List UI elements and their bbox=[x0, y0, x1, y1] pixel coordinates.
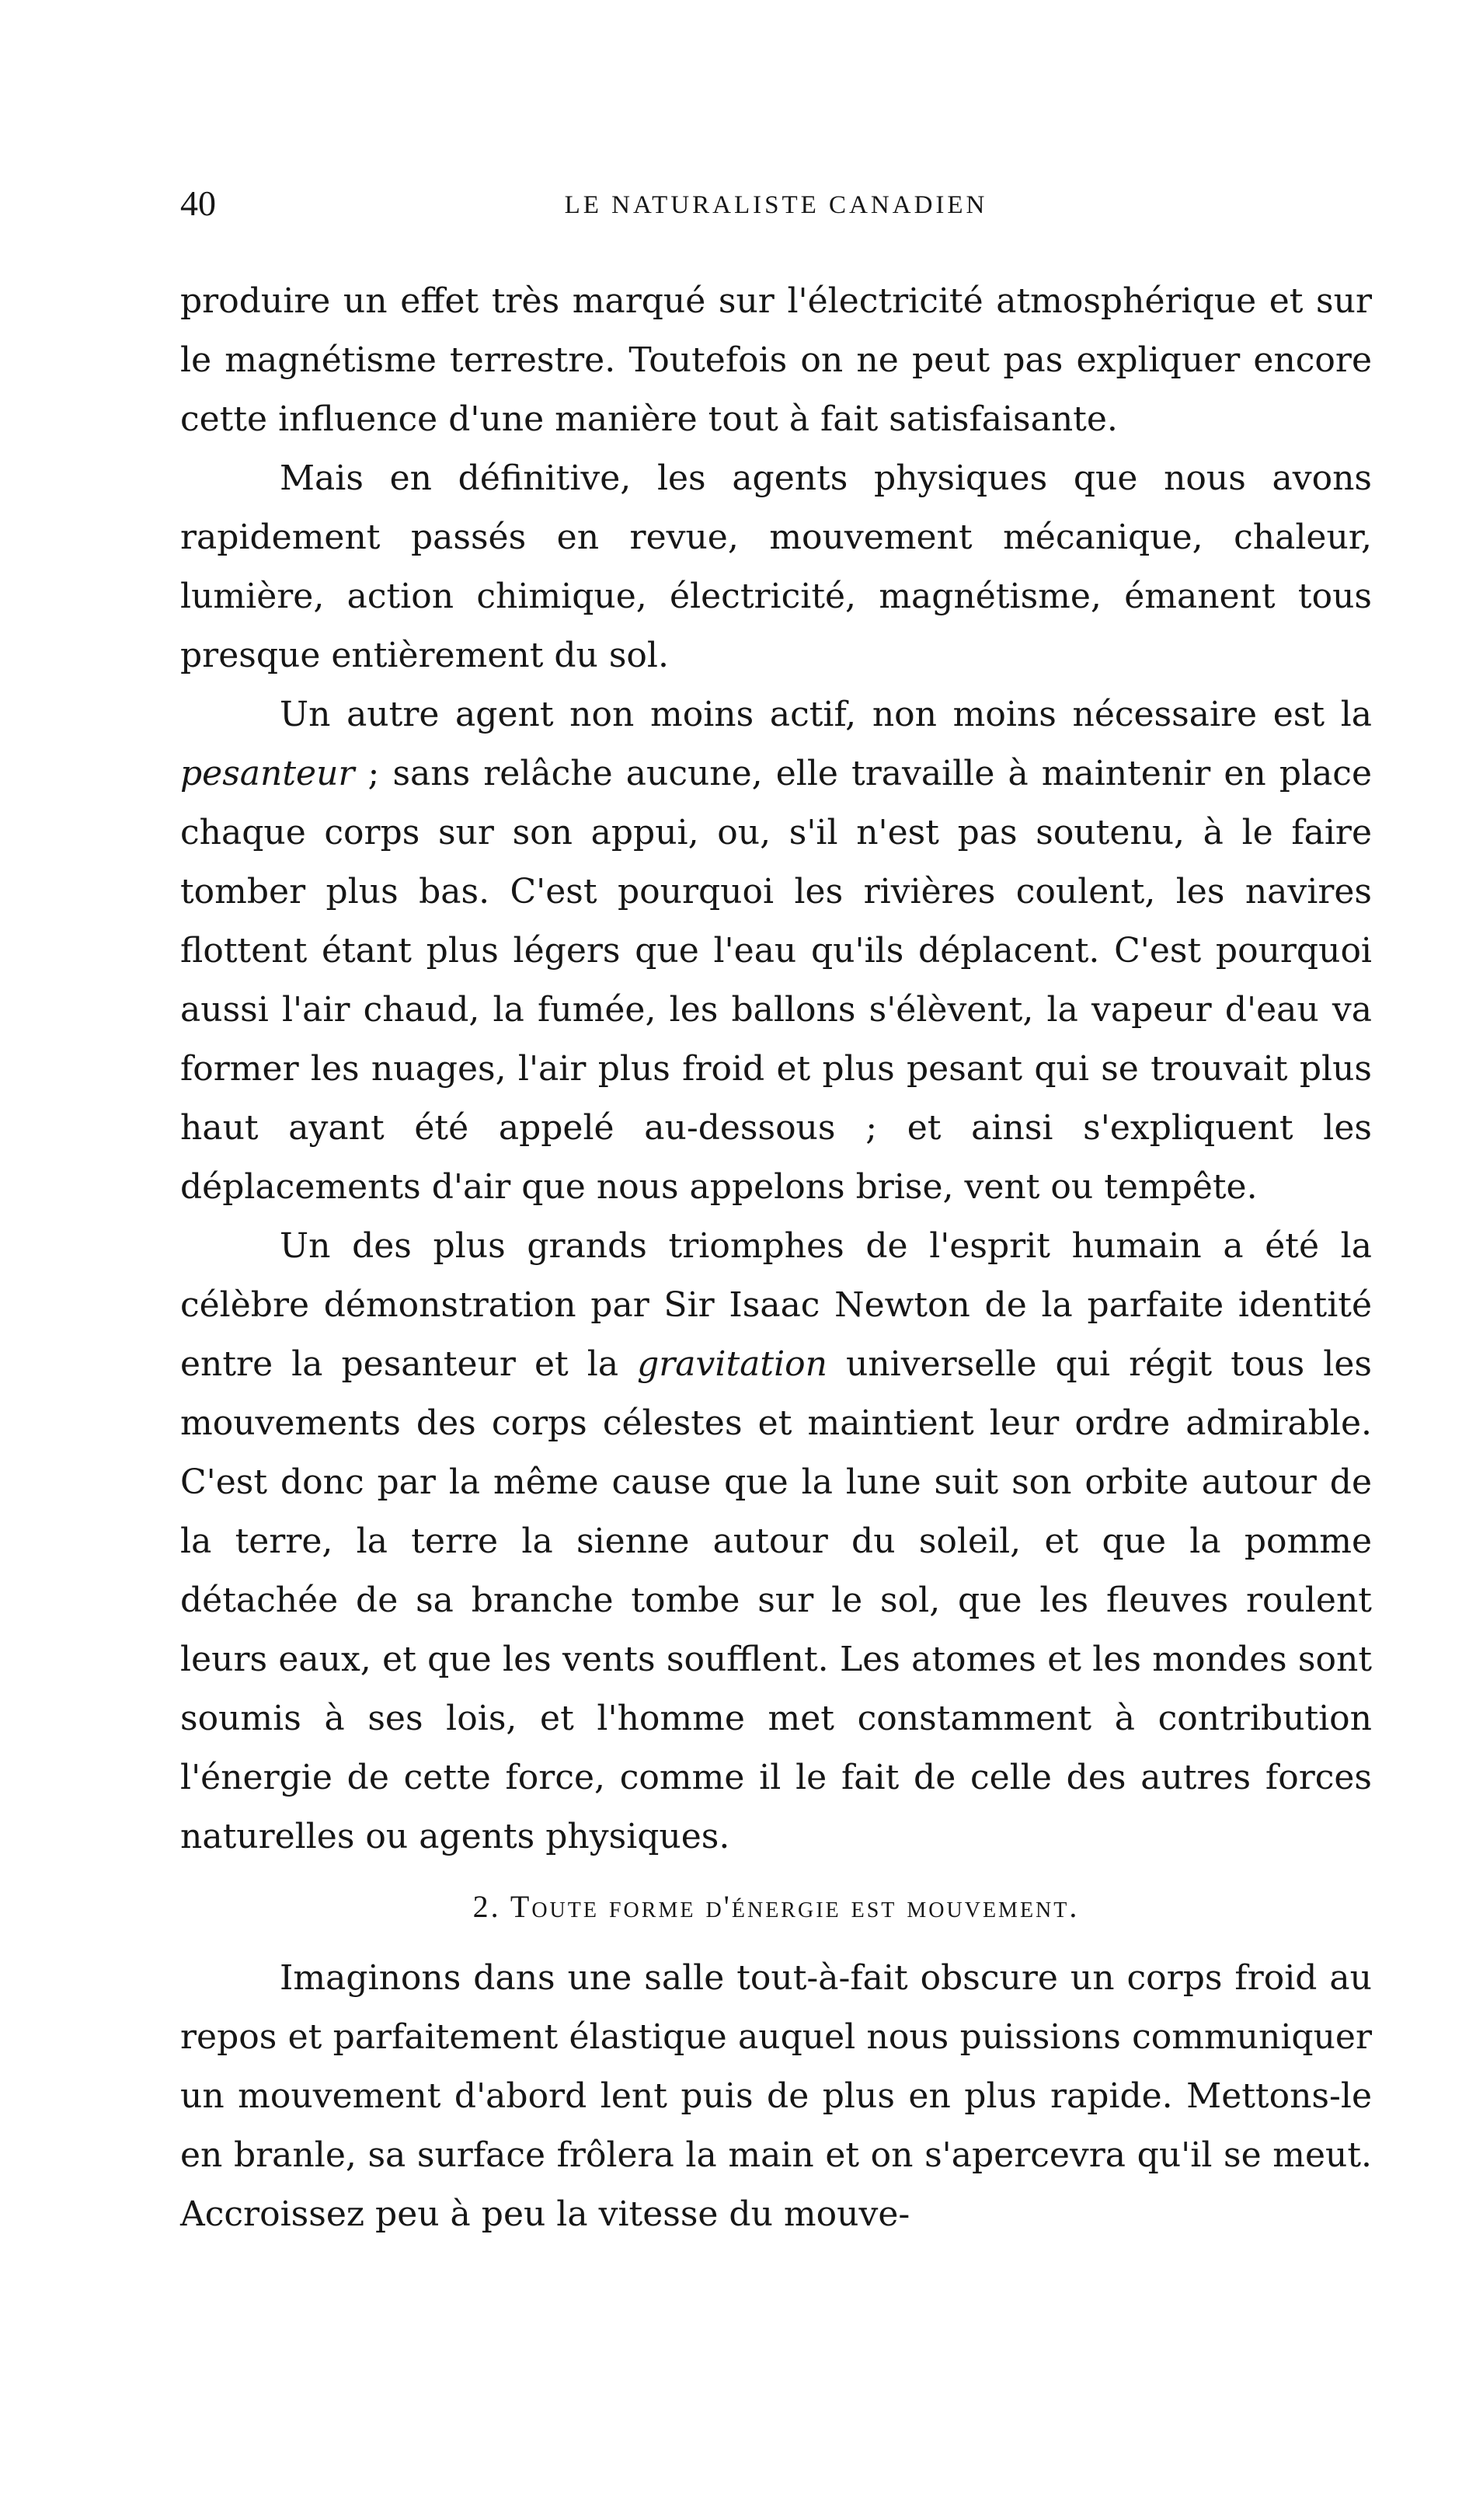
page-number: 40 bbox=[180, 183, 216, 223]
journal-title: LE NATURALISTE CANADIEN bbox=[564, 191, 988, 219]
paragraph-agents-physiques: Mais en définitive, les agents physiques que nous avons rapidement passés en revue, mouvement mécanique, chaleur, lumière, action chimique, électricité, magnétisme, émanent tous presque entièrement du sol. bbox=[180, 458, 1372, 675]
paragraph-text: Un des plus grands triomphes de l'esprit humain a été la célèbre démonstration par Sir Isaac Newton de la parfaite identité entre la pesanteur et la bbox=[180, 1226, 1372, 1384]
running-head bbox=[180, 180, 1372, 227]
paragraph-newton bbox=[180, 1217, 1372, 1866]
paragraph-pesanteur bbox=[180, 685, 1372, 1217]
paragraph-text: ; sans relâche aucune, elle travaille à maintenir en place chaque corps sur son appui, ou, s'il n'est pas soutenu, à le faire tomber plus bas. C'est pourquoi les rivières coulent, les navires flottent étant plus légers que l'eau qu'ils déplacent. C'est pourquoi aussi l'air chaud, la fumée, les ballons s'élèvent, la vapeur d'eau va former les nuages, l'air plus froid et plus pesant qui se trouvait plus haut ayant été appelé au-dessous ; et ainsi s'expliquent les déplacements d'air que nous appelons brise, vent ou tempête. bbox=[180, 754, 1372, 1207]
italic-term: gravitation bbox=[637, 1344, 827, 1384]
section-heading: 2. Toute forme d'énergie est mouvement. bbox=[472, 1889, 1080, 1924]
paragraph-continuation: produire un effet très marqué sur l'électricité atmosphérique et sur le magnétisme terrestre. Toutefois on ne peut pas expliquer encore cette influence d'une manière tout à fait satisfaisante. bbox=[180, 281, 1372, 439]
italic-term: pesanteur bbox=[180, 754, 355, 793]
body-text bbox=[180, 272, 1372, 2244]
paragraph-text: Un autre agent non moins actif, non moins nécessaire est la bbox=[280, 695, 1372, 734]
paragraph-imaginons: Imaginons dans une salle tout-à-fait obscure un corps froid au repos et parfaitement élastique auquel nous puissions communiquer un mouvement d'abord lent puis de plus en plus rapide. Mettons-le en branle, sa surface frôlera la main et on s'apercevra qu'il se meut. Accroissez peu à peu la vitesse du mouve- bbox=[180, 1958, 1372, 2234]
paragraph-text: universelle qui régit tous les mouvements des corps célestes et maintient leur ordre admirable. C'est donc par la même cause que la lune suit son orbite autour de la terre, la terre la sienne autour du soleil, et que la pomme détachée de sa branche tombe sur le sol, que les fleuves roulent leurs eaux, et que les vents soufflent. Les atomes et les mondes sont soumis à ses lois, et l'homme met constamment à contribution l'énergie de cette force, comme il le fait de celle des autres forces naturelles ou agents physiques. bbox=[180, 1344, 1372, 1856]
